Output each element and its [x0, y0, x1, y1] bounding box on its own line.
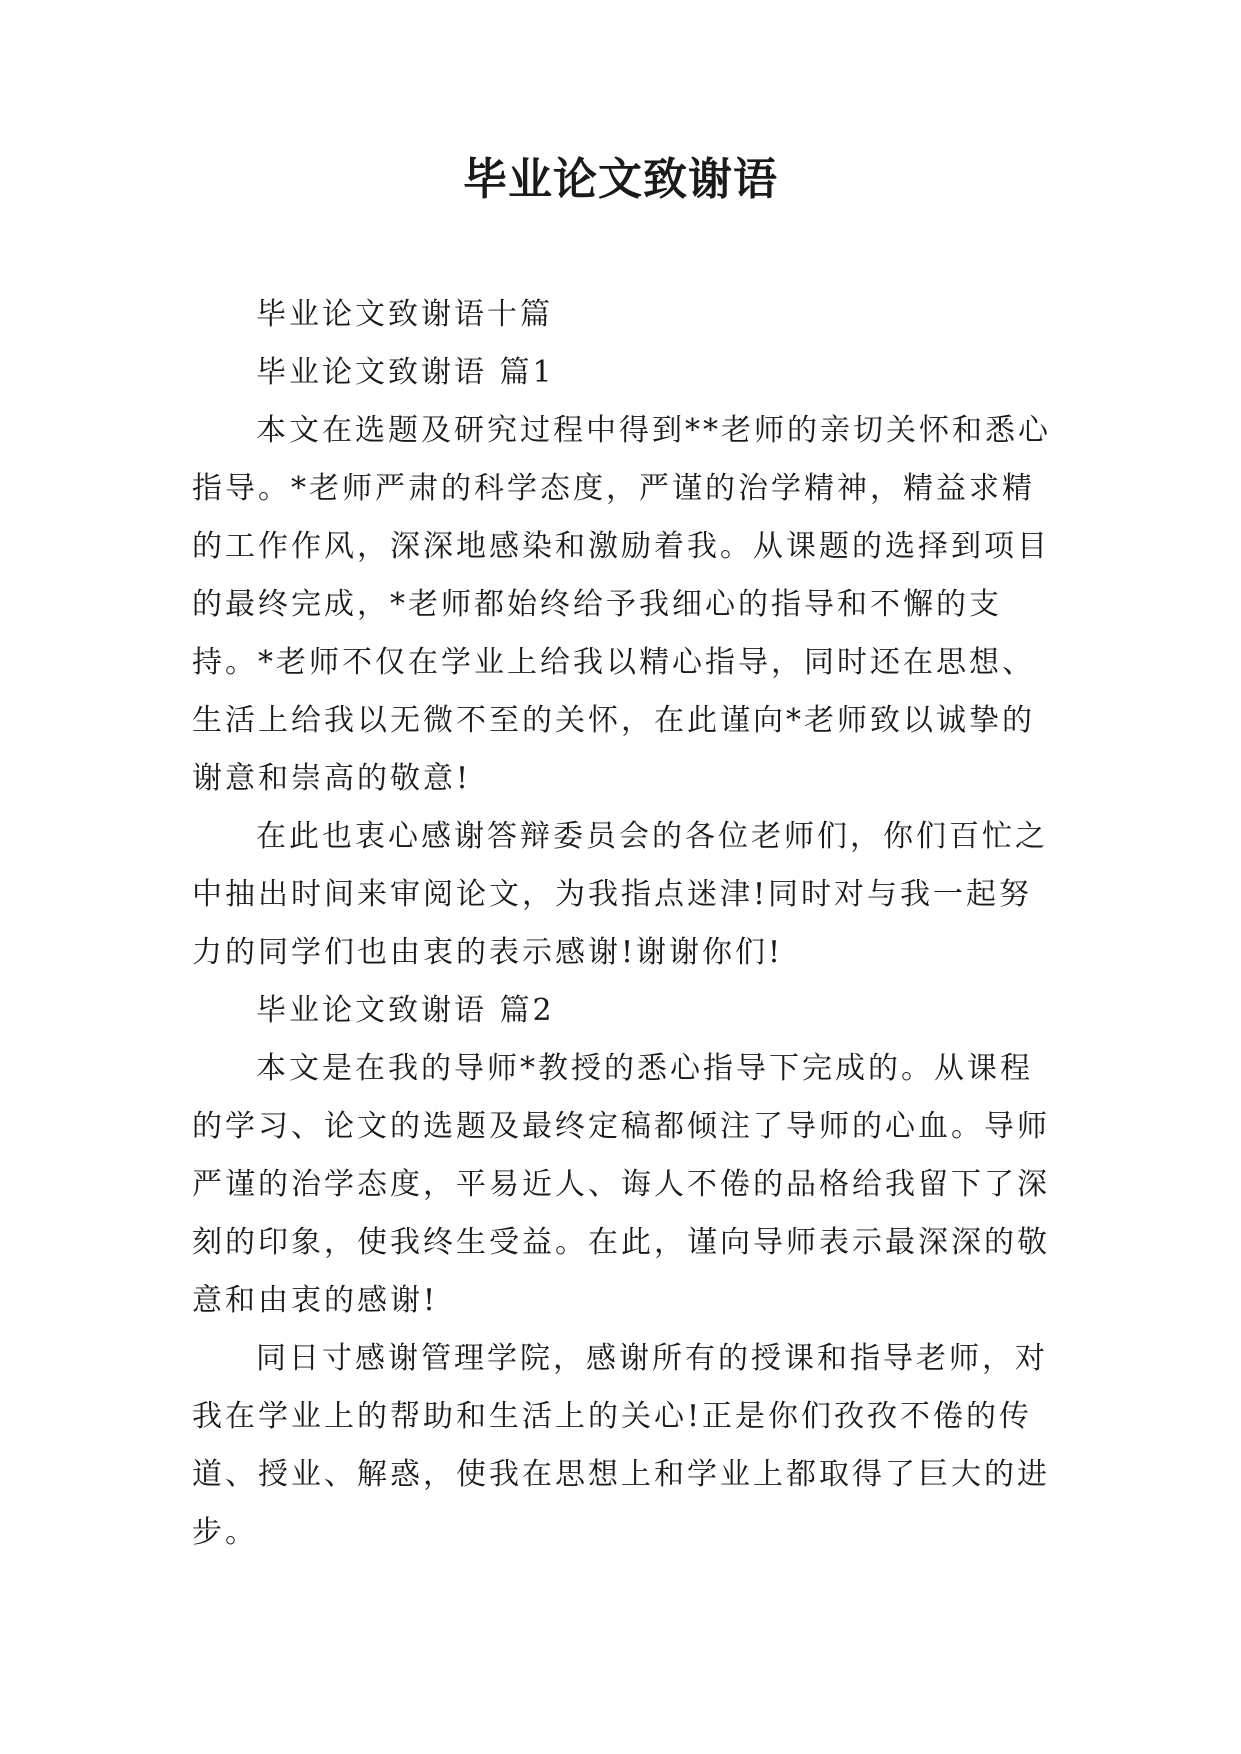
- document-body: [192, 286, 1057, 1562]
- document-title: 毕业论文致谢语: [463, 154, 778, 205]
- body-paragraph: 在此也衷心感谢答辩委员会的各位老师们，你们百忙之中抽出时间来审阅论文，为我指点迷津!同时对与我一起努力的同学们也由衷的表示感谢!谢谢你们!: [192, 819, 1048, 970]
- section-heading-2: 毕业论文致谢语 篇2: [256, 993, 555, 1028]
- subtitle-paragraph: 毕业论文致谢语十篇: [256, 297, 553, 332]
- body-paragraph: 本文在选题及研究过程中得到**老师的亲切关怀和悉心指导。*老师严肃的科学态度，严谨的治学精神，精益求精的工作作风，深深地感染和激励着我。从课题的选择到项目的最终完成，*老师都始终给予我细心的指导和不懈的支持。*老师不仅在学业上给我以精心指导，同时还在思想、生活上给我以无微不至的关怀，在此谨向*老师致以诚挚的谢意和崇高的敬意!: [192, 413, 1051, 796]
- body-paragraph: 本文是在我的导师*教授的悉心指导下完成的。从课程的学习、论文的选题及最终定稿都倾注了导师的心血。导师严谨的治学态度，平易近人、诲人不倦的品格给我留下了深刻的印象，使我终生受益。在此，谨向导师表示最深深的敬意和由衷的感谢!: [192, 1051, 1050, 1318]
- body-paragraph: 同日寸感谢管理学院，感谢所有的授课和指导老师，对我在学业上的帮助和生活上的关心!正是你们孜孜不倦的传道、授业、解惑，使我在思想上和学业上都取得了巨大的进步。: [192, 1341, 1050, 1550]
- section-heading-1: 毕业论文致谢语 篇1: [256, 355, 555, 390]
